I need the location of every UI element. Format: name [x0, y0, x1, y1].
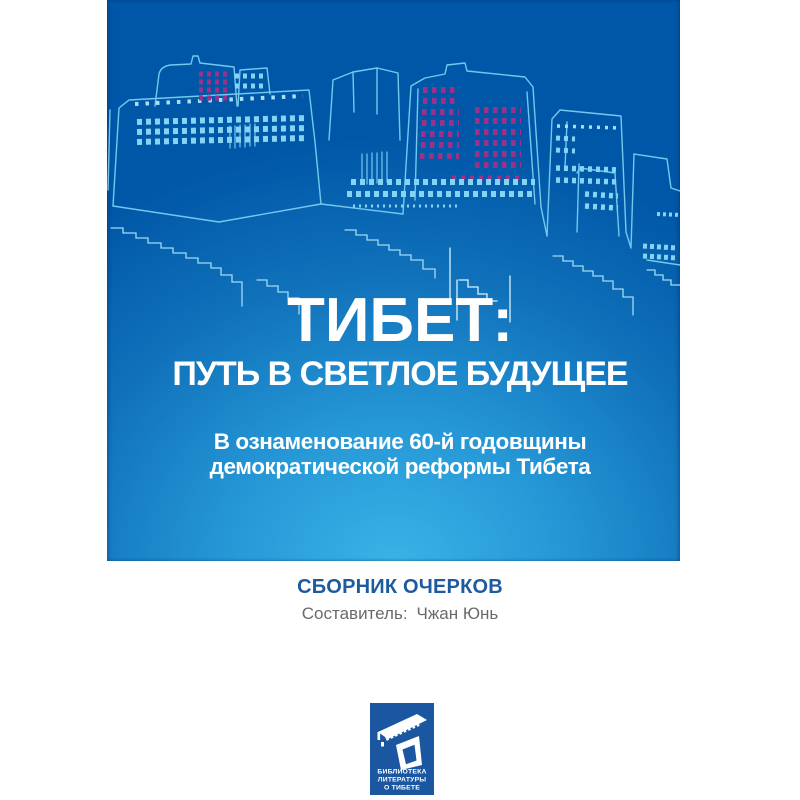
publisher-logo — [370, 703, 434, 795]
logo-text-line1: БИБЛИОТЕКА — [377, 768, 427, 776]
book-title-line2: ПУТЬ В СВЕТЛОЕ БУДУЩЕЕ — [172, 355, 628, 393]
book-subtitle — [0, 429, 800, 479]
book-title-line1: ТИБЕТ: — [286, 286, 514, 355]
compiler-line — [0, 604, 800, 624]
logo-text-line2: ЛИТЕРАТУРЫ — [377, 776, 427, 784]
subtitle-line1: В ознаменование 60-й годовщины — [213, 429, 587, 454]
subtitle-line2: демократической реформы Тибета — [209, 454, 591, 479]
series-label: СБОРНИК ОЧЕРКОВ — [297, 576, 503, 598]
compiler-name: Чжан Юнь — [416, 604, 499, 623]
logo-text-line3: О ТИБЕТЕ — [384, 784, 420, 792]
compiler-label: Составитель: — [301, 604, 408, 623]
